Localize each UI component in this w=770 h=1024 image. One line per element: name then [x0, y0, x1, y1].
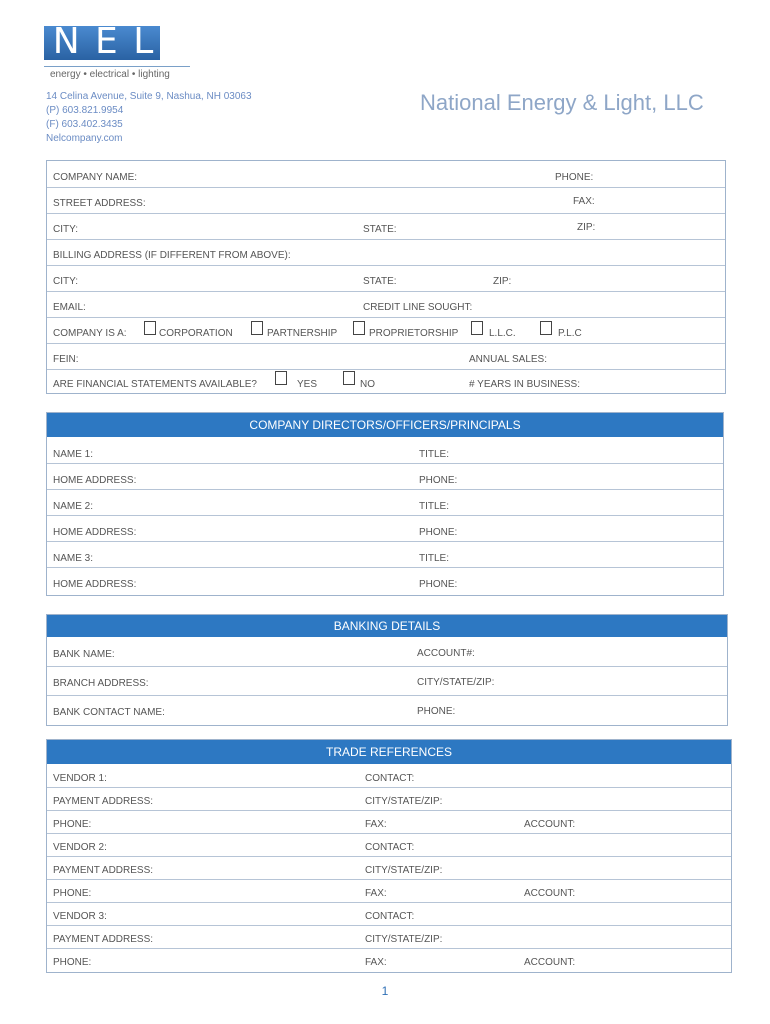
form-row [47, 568, 723, 593]
form-field[interactable]: NAME 3: [53, 553, 94, 564]
proprietorship-label: PROPRIETORSHIP [369, 328, 459, 339]
partnership-label: PARTNERSHIP [267, 328, 338, 339]
form-field[interactable]: CITY/STATE/ZIP: [365, 934, 443, 945]
form-field[interactable]: ACCOUNT: [524, 819, 576, 830]
row-email [47, 292, 725, 318]
form-field[interactable]: PHONE: [419, 527, 458, 538]
form-row [47, 857, 731, 880]
logo-tagline: energy • electrical • lighting [50, 69, 170, 80]
form-row [47, 765, 731, 788]
form-row [47, 926, 731, 949]
row-billing [47, 240, 725, 266]
form-row [47, 880, 731, 903]
form-row [47, 464, 723, 490]
billing-zip-field[interactable]: ZIP: [493, 276, 512, 287]
row-billing-city [47, 266, 725, 292]
credit-line-field[interactable]: CREDIT LINE SOUGHT: [363, 302, 473, 313]
form-field[interactable]: CONTACT: [365, 842, 415, 853]
form-field[interactable]: CITY/STATE/ZIP: [365, 796, 443, 807]
trade-header: TRADE REFERENCES [47, 740, 731, 764]
page-number: 1 [381, 984, 389, 998]
form-field[interactable]: PHONE: [419, 475, 458, 486]
form-field[interactable]: PAYMENT ADDRESS: [53, 934, 154, 945]
company-title: National Energy & Light, LLC [420, 90, 704, 115]
form-field[interactable]: FAX: [365, 819, 387, 830]
row-city [47, 214, 725, 240]
plc-checkbox[interactable] [540, 321, 552, 335]
street-address-field[interactable]: STREET ADDRESS: [53, 198, 146, 209]
partnership-checkbox[interactable] [251, 321, 263, 335]
row-fein [47, 344, 725, 370]
llc-label: L.L.C. [489, 328, 516, 339]
company-type-label: COMPANY IS A: [53, 328, 127, 339]
form-field[interactable]: CITY/STATE/ZIP: [417, 677, 495, 688]
form-row [47, 667, 727, 696]
form-row [47, 696, 727, 724]
years-in-business-field[interactable]: # YEARS IN BUSINESS: [469, 379, 580, 390]
form-row [47, 490, 723, 516]
corporation-label: CORPORATION [159, 328, 233, 339]
billing-address-field[interactable]: BILLING ADDRESS (IF DIFFERENT FROM ABOVE): [53, 250, 291, 261]
form-field[interactable]: NAME 1: [53, 449, 94, 460]
contact-address: 14 Celina Avenue, Suite 9, Nashua, NH 03063 [46, 91, 252, 102]
form-field[interactable]: BANK CONTACT NAME: [53, 707, 165, 718]
fein-field[interactable]: FEIN: [53, 354, 79, 365]
form-field[interactable]: TITLE: [419, 501, 450, 512]
email-field[interactable]: EMAIL: [53, 302, 86, 313]
form-field[interactable]: VENDOR 1: [53, 773, 107, 784]
financials-no-label: NO [360, 379, 375, 390]
form-field[interactable]: ACCOUNT: [524, 957, 576, 968]
form-field[interactable]: HOME ADDRESS: [53, 475, 137, 486]
row-street [47, 188, 725, 214]
zip-field[interactable]: ZIP: [577, 222, 596, 233]
banking-section [46, 614, 728, 726]
form-field[interactable]: NAME 2: [53, 501, 94, 512]
form-field[interactable]: VENDOR 3: [53, 911, 107, 922]
contact-fax: (F) 603.402.3435 [46, 119, 123, 130]
billing-city-field[interactable]: CITY: [53, 276, 79, 287]
financial-statements-label: ARE FINANCIAL STATEMENTS AVAILABLE? [53, 379, 257, 390]
logo-letter-e: E [95, 21, 120, 62]
form-field[interactable]: CONTACT: [365, 773, 415, 784]
company-info-section [46, 160, 726, 394]
logo-letters [46, 20, 162, 64]
form-row [47, 438, 723, 464]
corporation-checkbox[interactable] [144, 321, 156, 335]
contact-website: Nelcompany.com [46, 133, 123, 144]
form-row [47, 811, 731, 834]
form-field[interactable]: VENDOR 2: [53, 842, 107, 853]
form-field[interactable]: PHONE: [53, 957, 92, 968]
financials-yes-label: YES [297, 379, 318, 390]
form-field[interactable]: FAX: [365, 888, 387, 899]
annual-sales-field[interactable]: ANNUAL SALES: [469, 354, 547, 365]
financials-yes-checkbox[interactable] [275, 371, 287, 385]
fax-field[interactable]: FAX: [573, 196, 595, 207]
form-field[interactable]: TITLE: [419, 553, 450, 564]
trade-section [46, 739, 732, 973]
phone-field[interactable]: PHONE: [555, 172, 594, 183]
form-field[interactable]: TITLE: [419, 449, 450, 460]
form-field[interactable]: ACCOUNT: [524, 888, 576, 899]
form-row [47, 949, 731, 971]
contact-phone: (P) 603.821.9954 [46, 105, 124, 116]
logo-divider [44, 66, 190, 67]
proprietorship-checkbox[interactable] [353, 321, 365, 335]
llc-checkbox[interactable] [471, 321, 483, 335]
form-field[interactable]: CITY/STATE/ZIP: [365, 865, 443, 876]
form-field[interactable]: PAYMENT ADDRESS: [53, 865, 154, 876]
logo-letter-n: N [52, 21, 82, 62]
form-field[interactable]: PAYMENT ADDRESS: [53, 796, 154, 807]
form-field[interactable]: CONTACT: [365, 911, 415, 922]
contact-block [46, 90, 252, 146]
form-row [47, 903, 731, 926]
form-field[interactable]: BANK NAME: [53, 649, 115, 660]
plc-label: P.L.C [558, 328, 582, 339]
form-row [47, 834, 731, 857]
directors-header: COMPANY DIRECTORS/OFFICERS/PRINCIPALS [47, 413, 723, 437]
form-row [47, 516, 723, 542]
form-field[interactable]: PHONE: [417, 706, 456, 717]
form-field[interactable]: FAX: [365, 957, 387, 968]
form-row [47, 638, 727, 667]
form-field[interactable]: PHONE: [53, 819, 92, 830]
form-field[interactable]: BRANCH ADDRESS: [53, 678, 149, 689]
row-company-name [47, 161, 725, 188]
banking-header: BANKING DETAILS [47, 615, 727, 637]
form-field[interactable]: PHONE: [419, 579, 458, 590]
city-field[interactable]: CITY: [53, 224, 79, 235]
company-name-field[interactable]: COMPANY NAME: [53, 172, 138, 183]
directors-section [46, 412, 724, 596]
form-row [47, 542, 723, 568]
financials-no-checkbox[interactable] [343, 371, 355, 385]
state-field[interactable]: STATE: [363, 224, 397, 235]
row-company-type [47, 318, 725, 344]
row-financials [47, 370, 725, 393]
form-field[interactable]: PHONE: [53, 888, 92, 899]
form-field[interactable]: HOME ADDRESS: [53, 579, 137, 590]
billing-state-field[interactable]: STATE: [363, 276, 397, 287]
form-field[interactable]: ACCOUNT#: [417, 648, 475, 659]
form-row [47, 788, 731, 811]
logo-letter-l: L [133, 21, 156, 62]
form-field[interactable]: HOME ADDRESS: [53, 527, 137, 538]
